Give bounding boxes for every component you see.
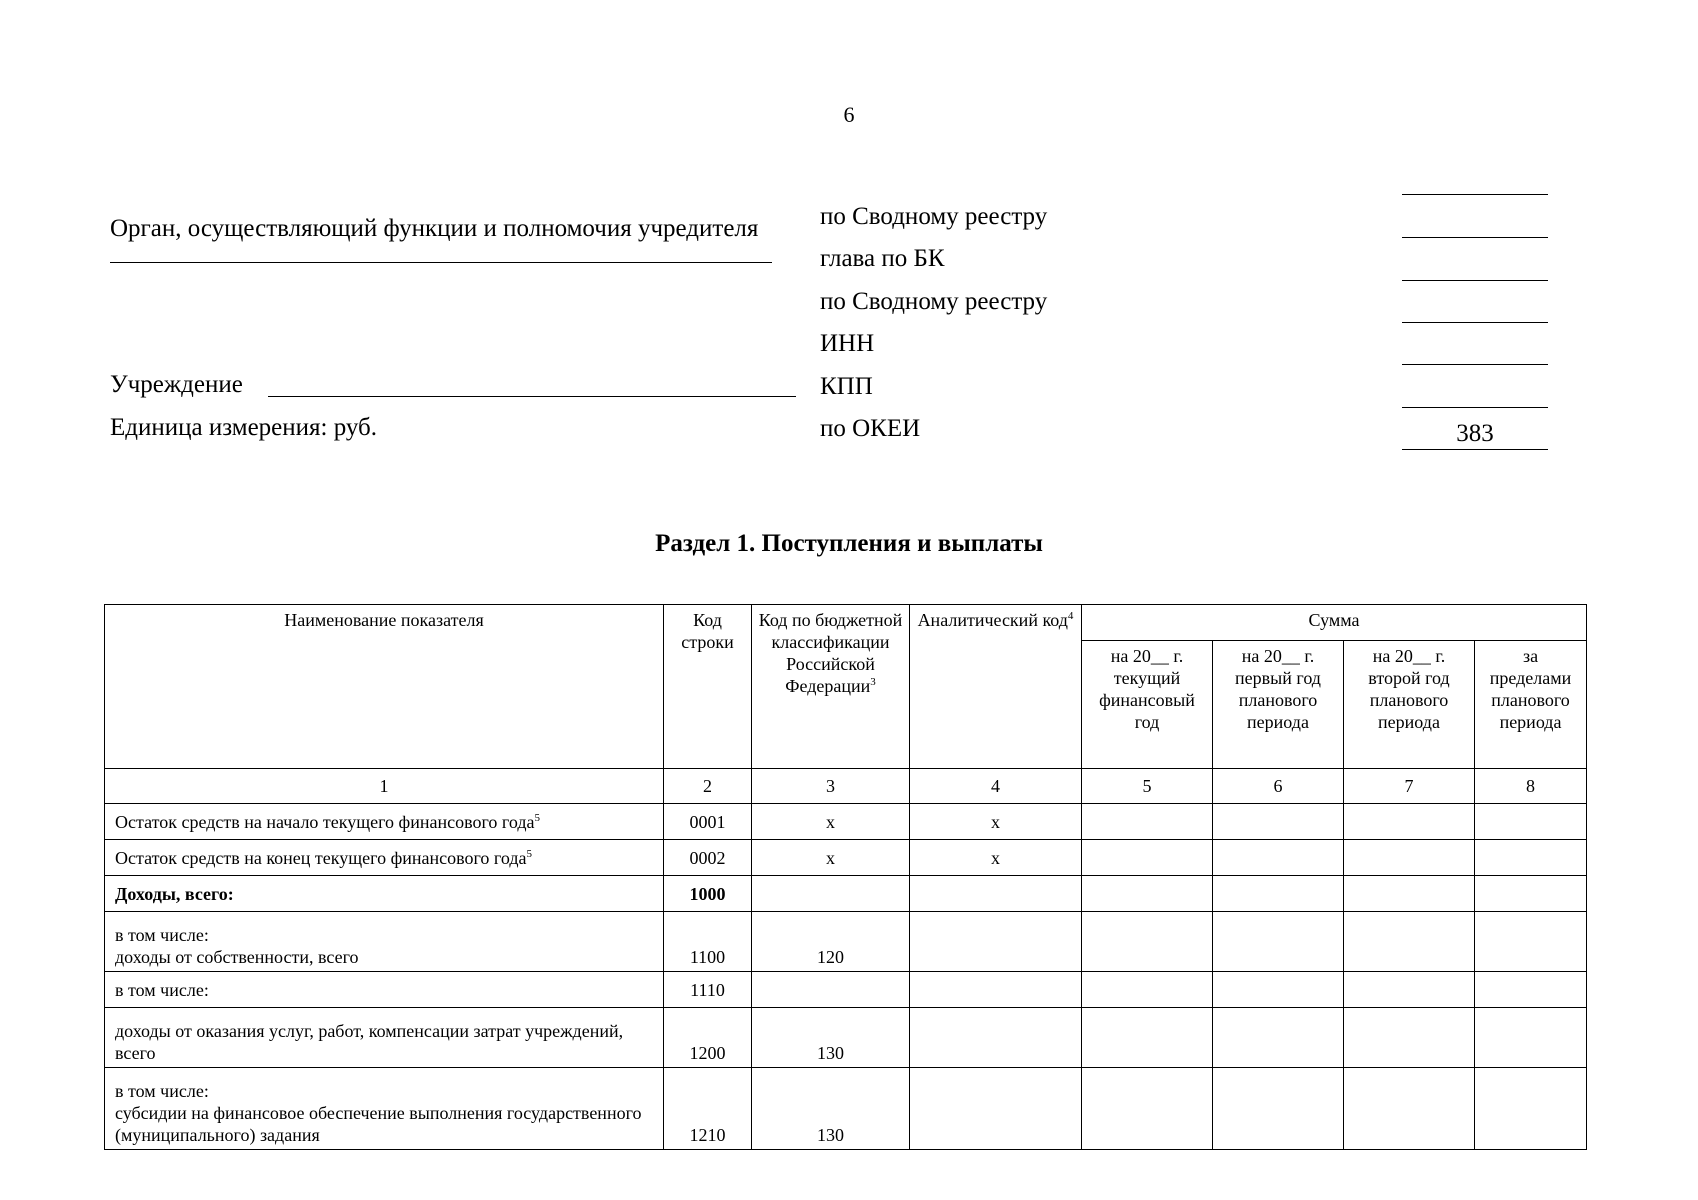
row-budget-code: 130 <box>752 1068 910 1150</box>
row-code: 1100 <box>664 912 752 972</box>
table-row <box>105 804 1587 840</box>
row-name-text: доходы от собственности, всего <box>115 947 359 967</box>
sum-cell[interactable] <box>1213 1068 1344 1150</box>
code-label-budget-chapter: глава по БК <box>820 245 945 272</box>
row-code: 0001 <box>664 804 752 840</box>
sum-cell[interactable] <box>1475 1008 1587 1068</box>
sum-cell[interactable] <box>1082 804 1213 840</box>
column-number: 1 <box>105 769 664 804</box>
sum-cell[interactable] <box>1344 1068 1475 1150</box>
code-value-consolidated-registry-2[interactable] <box>1402 292 1548 323</box>
row-budget-code <box>752 876 910 912</box>
code-label-consolidated-registry: по Сводному реестру <box>820 203 1048 230</box>
row-code: 1200 <box>664 1008 752 1068</box>
row-code: 1110 <box>664 972 752 1008</box>
header-sum-current-year: на 20__ г. текущий финансовый год <box>1082 641 1213 769</box>
sum-cell[interactable] <box>1082 1008 1213 1068</box>
row-name-prefix: в том числе: <box>115 925 209 945</box>
row-budget-code: х <box>752 804 910 840</box>
code-value-consolidated-registry[interactable] <box>1402 207 1548 238</box>
row-name: в том числе: <box>105 972 664 1008</box>
sum-cell[interactable] <box>1475 1068 1587 1150</box>
section-title: Раздел 1. Поступления и выплаты <box>655 530 1043 557</box>
row-budget-code <box>752 972 910 1008</box>
header-budget-code-note: 3 <box>870 676 876 688</box>
row-budget-code: 120 <box>752 912 910 972</box>
sum-cell[interactable] <box>1213 1008 1344 1068</box>
column-number: 7 <box>1344 769 1475 804</box>
row-code: 0002 <box>664 840 752 876</box>
header-row-code: Код строки <box>664 605 752 769</box>
row-analytic-code <box>910 972 1082 1008</box>
row-name-text: Остаток средств на начало текущего финансового года <box>115 811 535 832</box>
sum-cell[interactable] <box>1475 876 1587 912</box>
row-analytic-code <box>910 912 1082 972</box>
sum-cell[interactable] <box>1475 972 1587 1008</box>
table-row <box>105 840 1587 876</box>
header-analytic-code-note: 4 <box>1067 610 1074 622</box>
header-analytic-code-text: Аналитический код <box>917 610 1068 630</box>
row-code: 1000 <box>664 876 752 912</box>
receipts-payments-table <box>104 604 1587 1150</box>
sum-cell[interactable] <box>1082 840 1213 876</box>
row-budget-code: 130 <box>752 1008 910 1068</box>
header-indicator-name: Наименование показателя <box>105 605 664 769</box>
institution-label: Учреждение <box>110 371 243 398</box>
row-name: Доходы, всего: <box>105 876 664 912</box>
sum-cell[interactable] <box>1344 840 1475 876</box>
table-row <box>105 972 1587 1008</box>
unit-label: Единица измерения: руб. <box>110 414 378 441</box>
founder-label: Орган, осуществляющий функции и полномочия учредителя <box>110 215 759 242</box>
code-value-top-line <box>1402 194 1548 195</box>
header-sum-first-plan-year: на 20__ г. первый год планового периода <box>1213 641 1344 769</box>
table-row <box>105 876 1587 912</box>
header-budget-code-text: Код по бюджетной классификации Российской Федерации <box>758 610 903 696</box>
sum-cell[interactable] <box>1475 804 1587 840</box>
sum-cell[interactable] <box>1344 972 1475 1008</box>
code-label-okei: по ОКЕИ <box>820 415 921 442</box>
code-label-inn: ИНН <box>820 330 875 357</box>
row-analytic-code: х <box>910 840 1082 876</box>
row-name-text: Остаток средств на конец текущего финансового года <box>115 847 527 868</box>
sum-cell[interactable] <box>1213 804 1344 840</box>
column-number: 4 <box>910 769 1082 804</box>
sum-cell[interactable] <box>1344 912 1475 972</box>
row-name <box>105 804 664 840</box>
row-name-note: 5 <box>526 847 532 860</box>
founder-name-line[interactable] <box>110 262 772 263</box>
row-name: доходы от оказания услуг, работ, компенсации затрат учреждений, всего <box>105 1008 664 1068</box>
sum-cell[interactable] <box>1082 1068 1213 1150</box>
page-number: 6 <box>843 102 855 127</box>
sum-cell[interactable] <box>1213 840 1344 876</box>
sum-cell[interactable] <box>1213 912 1344 972</box>
column-number: 5 <box>1082 769 1213 804</box>
row-name-prefix: в том числе: <box>115 1081 209 1101</box>
sum-cell[interactable] <box>1344 876 1475 912</box>
sum-cell[interactable] <box>1344 1008 1475 1068</box>
code-value-kpp[interactable] <box>1402 377 1548 408</box>
sum-cell[interactable] <box>1082 876 1213 912</box>
code-value-inn[interactable] <box>1402 334 1548 365</box>
row-analytic-code <box>910 876 1082 912</box>
column-number: 3 <box>752 769 910 804</box>
table-row <box>105 912 1587 972</box>
header-sum: Сумма <box>1082 605 1587 641</box>
code-value-budget-chapter[interactable] <box>1402 250 1548 281</box>
code-value-okei[interactable]: 383 <box>1402 419 1548 450</box>
code-label-kpp: КПП <box>820 373 873 400</box>
row-analytic-code: х <box>910 804 1082 840</box>
header-analytic-code <box>910 605 1082 769</box>
header-budget-code <box>752 605 910 769</box>
sum-cell[interactable] <box>1213 972 1344 1008</box>
sum-cell[interactable] <box>1213 876 1344 912</box>
row-analytic-code <box>910 1068 1082 1150</box>
header-sum-second-plan-year: на 20__ г. второй год планового периода <box>1344 641 1475 769</box>
header-sum-beyond-plan: за пределами планового периода <box>1475 641 1587 769</box>
row-name <box>105 912 664 972</box>
row-analytic-code <box>910 1008 1082 1068</box>
sum-cell[interactable] <box>1344 804 1475 840</box>
sum-cell[interactable] <box>1475 912 1587 972</box>
sum-cell[interactable] <box>1475 840 1587 876</box>
sum-cell[interactable] <box>1082 972 1213 1008</box>
table-row <box>105 1008 1587 1068</box>
institution-name-line[interactable] <box>268 396 796 397</box>
row-name <box>105 840 664 876</box>
column-number: 6 <box>1213 769 1344 804</box>
row-code: 1210 <box>664 1068 752 1150</box>
code-label-consolidated-registry-2: по Сводному реестру <box>820 288 1048 315</box>
row-budget-code: х <box>752 840 910 876</box>
row-name-text: субсидии на финансовое обеспечение выполнения государственного (муниципального) задания <box>115 1103 642 1145</box>
row-name-note: 5 <box>534 811 540 824</box>
column-number: 2 <box>664 769 752 804</box>
sum-cell[interactable] <box>1082 912 1213 972</box>
table-row <box>105 1068 1587 1150</box>
row-name <box>105 1068 664 1150</box>
column-number-row <box>105 769 1587 804</box>
table-header-row <box>105 605 1587 641</box>
column-number: 8 <box>1475 769 1587 804</box>
